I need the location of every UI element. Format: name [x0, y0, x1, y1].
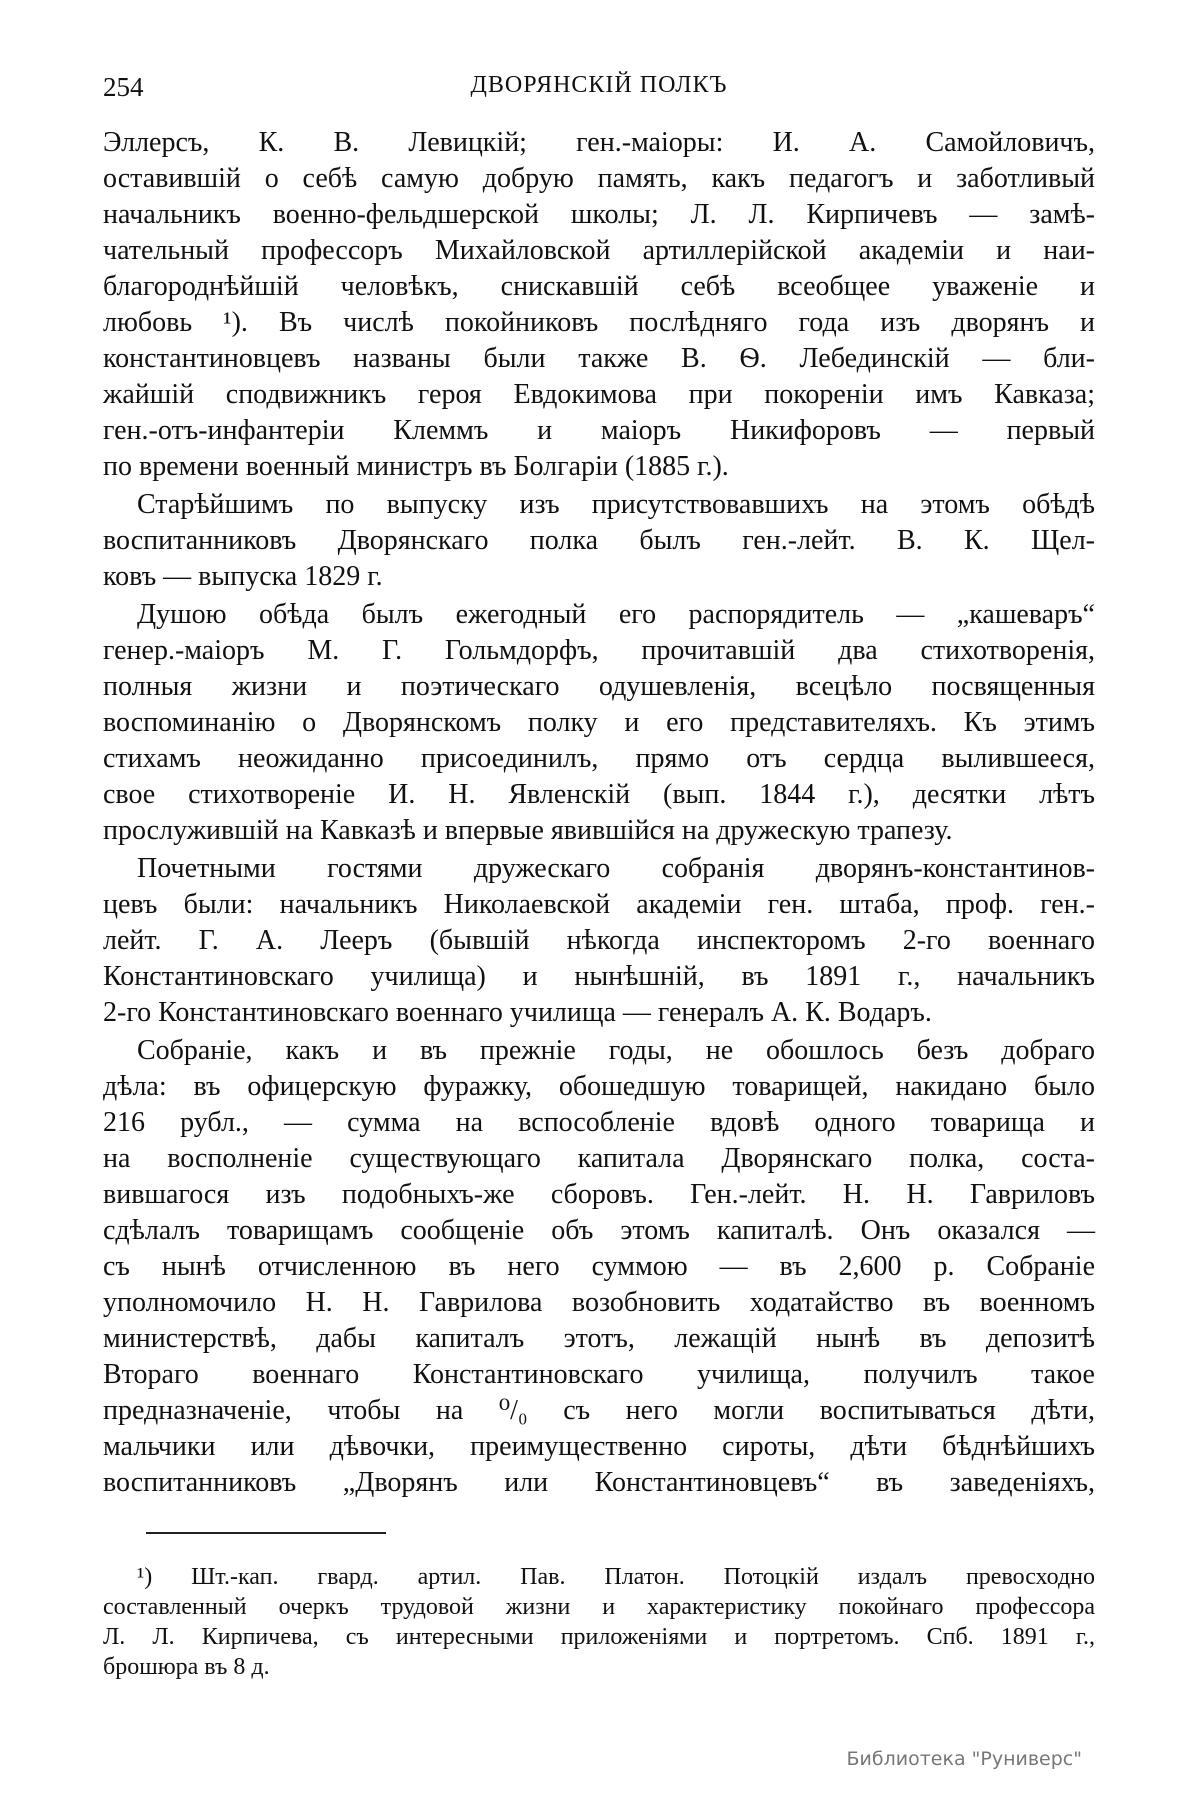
- footnote-line: брошюра въ 8 д.: [103, 1654, 270, 1680]
- text-line: начальникъ военно-фельдшерской школы; Л. Л. Кирпичевъ — замѣ-: [103, 199, 1095, 230]
- text-line: любовь ¹). Въ числѣ покойниковъ послѣдняго года изъ дворянъ и: [103, 307, 1095, 338]
- text-line: Втораго военнаго Константиновскаго училища, получилъ такое: [103, 1359, 1095, 1390]
- paragraph: [103, 487, 1095, 595]
- text-line: вившагося изъ подобныхъ-же сборовъ. Ген.-лейт. Н. Н. Гавриловъ: [103, 1179, 1095, 1210]
- text-line: 216 рубл., — сумма на вспособленіе вдовѣ одного товарища и: [103, 1107, 1095, 1138]
- text-line: ковъ — выпуска 1829 г.: [103, 561, 383, 592]
- text-line: Собраніе, какъ и въ прежніе годы, не обошлось безъ добраго: [137, 1035, 1095, 1066]
- running-title: ДВОРЯНСКІЙ ПОЛКЪ: [470, 72, 728, 98]
- text-line: стихамъ неожиданно присоединилъ, прямо отъ сердца вылившееся,: [103, 743, 1095, 774]
- footnote-line: составленный очеркъ трудовой жизни и характеристику покойнаго профессора: [103, 1594, 1095, 1620]
- text-line: ген.-отъ-инфантеріи Клеммъ и маіоръ Никифоровъ — первый: [103, 415, 1095, 446]
- text-line: уполномочило Н. Н. Гаврилова возобновить ходатайство въ военномъ: [103, 1287, 1095, 1318]
- text-line: лейт. Г. А. Лееръ (бывшій нѣкогда инспекторомъ 2-го военнаго: [103, 925, 1095, 956]
- text-line: Почетными гостями дружескаго собранія дворянъ-константинов-: [137, 853, 1095, 884]
- paragraph: [103, 597, 1095, 849]
- text-line: министерствѣ, дабы капиталъ этотъ, лежащій нынѣ въ депозитѣ: [103, 1323, 1095, 1354]
- text-line: воспоминанію о Дворянскомъ полку и его представителяхъ. Къ этимъ: [103, 707, 1095, 738]
- text-line: предназначеніе, чтобы на ⁰/₀ съ него могли воспитываться дѣти,: [103, 1395, 1095, 1426]
- text-line: генер.-маіоръ М. Г. Гольмдорфъ, прочитавшій два стихотворенія,: [103, 635, 1095, 666]
- footnote-line: ¹) Шт.-кап. гвард. артил. Пав. Платон. Потоцкій издалъ превосходно: [137, 1564, 1095, 1590]
- text-line: Старѣйшимъ по выпуску изъ присутствовавшихъ на этомъ обѣдѣ: [137, 489, 1095, 520]
- text-line: чательный профессоръ Михайловской артиллерійской академіи и наи-: [103, 235, 1095, 266]
- text-line: благороднѣйшій человѣкъ, снискавшій себѣ всеобщее уваженіе и: [103, 271, 1095, 302]
- text-line: мальчики или дѣвочки, преимущественно сироты, дѣти бѣднѣйшихъ: [103, 1431, 1095, 1462]
- text-line: на восполненіе существующаго капитала Дворянскаго полка, соста-: [103, 1143, 1095, 1174]
- text-line: Душою обѣда былъ ежегодный его распорядитель — „кашеваръ“: [137, 599, 1095, 630]
- text-line: полныя жизни и поэтическаго одушевленія, всецѣло посвященныя: [103, 671, 1095, 702]
- page-header: [103, 72, 1095, 106]
- text-line: воспитанниковъ Дворянскаго полка былъ ген.-лейт. В. К. Щел-: [103, 525, 1095, 556]
- paragraph: [103, 1033, 1095, 1501]
- footnote: [103, 1562, 1095, 1682]
- text-line: жайшій сподвижникъ героя Евдокимова при покореніи имъ Кавказа;: [103, 379, 1095, 410]
- text-line: свое стихотвореніе И. Н. Явленскій (вып. 1844 г.), десятки лѣтъ: [103, 779, 1095, 810]
- footnote-line: Л. Л. Кирпичева, съ интересными приложеніями и портретомъ. Спб. 1891 г.,: [103, 1624, 1095, 1650]
- text-line: оставившій о себѣ самую добрую память, какъ педагогъ и заботливый: [103, 163, 1095, 194]
- paragraph: [103, 851, 1095, 1031]
- paragraph: [103, 125, 1095, 485]
- body-text: [103, 125, 1095, 1503]
- text-line: воспитанниковъ „Дворянъ или Константиновцевъ“ въ заведеніяхъ,: [103, 1467, 1095, 1498]
- text-line: константиновцевъ названы были также В. Ѳ. Лебединскій — бли-: [103, 343, 1095, 374]
- text-line: по времени военный министръ въ Болгаріи (1885 г.).: [103, 451, 729, 482]
- text-line: прослужившій на Кавказѣ и впервые явившійся на дружескую трапезу.: [103, 815, 953, 846]
- text-line: сдѣлалъ товарищамъ сообщеніе объ этомъ капиталѣ. Онъ оказался —: [103, 1215, 1095, 1246]
- text-line: цевъ были: начальникъ Николаевской академіи ген. штаба, проф. ген.-: [103, 889, 1095, 920]
- text-line: 2-го Константиновскаго военнаго училища — генералъ А. К. Водаръ.: [103, 997, 932, 1028]
- footnote-rule: [146, 1532, 386, 1534]
- text-line: съ нынѣ отчисленною въ него суммою — въ 2,600 р. Собраніе: [103, 1251, 1095, 1282]
- text-line: Эллерсъ, К. В. Левицкій; ген.-маіоры: И. А. Самойловичъ,: [103, 127, 1095, 158]
- library-watermark: Библиотека "Руниверс": [846, 1748, 1082, 1770]
- text-line: дѣла: въ офицерскую фуражку, обошедшую товарищей, накидано было: [103, 1071, 1095, 1102]
- text-line: Константиновскаго училища) и нынѣшній, въ 1891 г., начальникъ: [103, 961, 1095, 992]
- page-number: 254: [103, 72, 144, 102]
